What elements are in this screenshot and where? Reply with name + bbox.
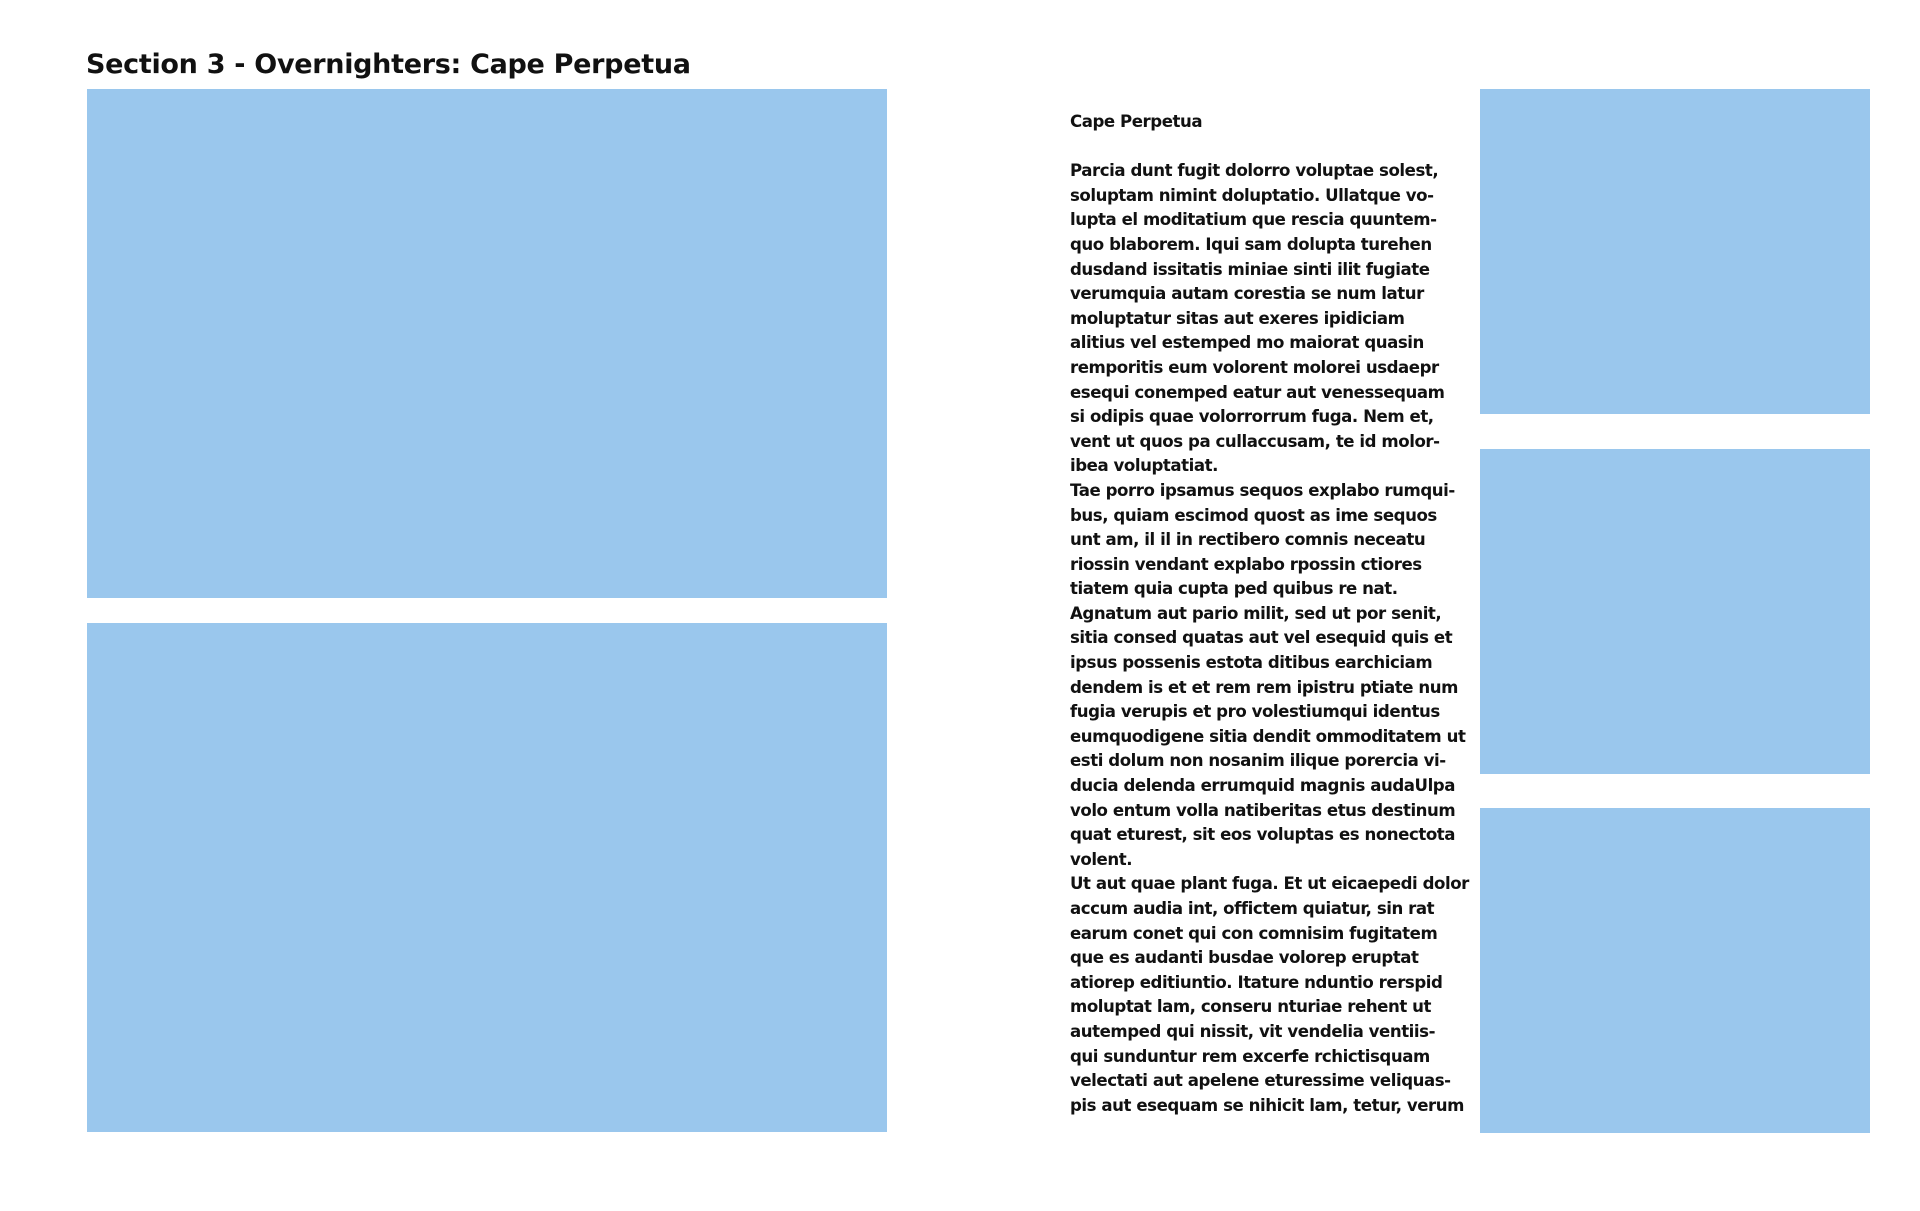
article-line: esti dolum non nosanim ilique porercia vi- [1070,751,1446,771]
article-line: atiorep editiuntio. Itature nduntio rerspid [1070,972,1443,992]
image-placeholder-right-1 [1480,89,1870,414]
article-line: remporitis eum volorent molorei usdaepr [1070,357,1439,377]
article-line: fugia verupis et pro volestiumqui identus [1070,702,1440,722]
article-line: riossin vendant explabo rpossin ctiores [1070,554,1422,574]
article-line: volo entum volla natiberitas etus destinum [1070,800,1456,820]
article-line: que es audanti busdae volorep eruptat [1070,948,1419,968]
article-line: si odipis quae volorrorrum fuga. Nem et, [1070,407,1434,427]
page-title: Section 3 - Overnighters: Cape Perpetua [86,49,691,80]
article-line: vent ut quos pa cullaccusam, te id molor- [1070,431,1440,451]
article-line: tiatem quia cupta ped quibus re nat. [1070,579,1398,599]
article-line: autemped qui nissit, vit vendelia ventiis- [1070,1021,1436,1041]
article-line: ducia delenda errumquid magnis audaUlpa [1070,776,1455,796]
article-line: unt am, il il in rectibero comnis neceatu [1070,530,1426,550]
article-line: accum audia int, offictem quiatur, sin rat [1070,899,1435,918]
article-line: Parcia dunt fugit dolorro voluptae solest, [1070,161,1439,181]
article-body [1070,159,1470,1118]
article-line: velectati aut apelene eturessime veliquas- [1070,1071,1451,1091]
article-line: ipsus possenis estota ditibus earchiciam [1070,653,1433,673]
article-line: earum conet qui con comnisim fugitatem [1070,923,1438,943]
article-line: sitia consed quatas aut vel esequid quis et [1070,628,1453,648]
article-line: lupta el moditatium que rescia quuntem- [1070,210,1437,230]
article-line: Ut aut quae plant fuga. Et ut eicaepedi dolor [1070,874,1469,894]
image-placeholder-right-2 [1480,449,1870,774]
article-line: moluptatur sitas aut exeres ipidiciam [1070,308,1405,328]
article-line: volent. [1070,849,1133,869]
article-line: esequi conemped eatur aut venessequam [1070,382,1445,402]
article-line: quo blaborem. Iqui sam dolupta turehen [1070,234,1432,254]
article-line: bus, quiam escimod quost as ime sequos [1070,505,1437,525]
article-line: qui sunduntur rem excerfe rchictisquam [1070,1046,1430,1066]
article-line: quat eturest, sit eos voluptas es nonectota [1070,825,1456,845]
article-line: ibea voluptatiat. [1070,456,1218,476]
article-line: dendem is et et rem rem ipistru ptiate num [1070,677,1458,697]
article-line: Tae porro ipsamus sequos explabo rumqui- [1070,480,1455,500]
article-line: pis aut esequam se nihicit lam, tetur, verum [1070,1095,1464,1115]
article [1070,110,1470,1118]
image-placeholder-left-top [87,89,887,598]
article-line: eumquodigene sitia dendit ommoditatem ut [1070,726,1466,746]
article-line: verumquia autam corestia se num latur [1070,284,1424,304]
image-placeholder-left-bottom [87,623,887,1132]
article-heading: Cape Perpetua [1070,112,1203,131]
article-line: Agnatum aut pario milit, sed ut por senit, [1070,603,1442,623]
article-line: soluptam nimint doluptatio. Ullatque vo- [1070,185,1434,205]
article-line: alitius vel estemped mo maiorat quasin [1070,333,1424,353]
image-placeholder-right-3 [1480,808,1870,1133]
article-line: moluptat lam, conseru nturiae rehent ut [1070,997,1432,1017]
article-line: dusdand issitatis miniae sinti ilit fugiate [1070,259,1430,279]
